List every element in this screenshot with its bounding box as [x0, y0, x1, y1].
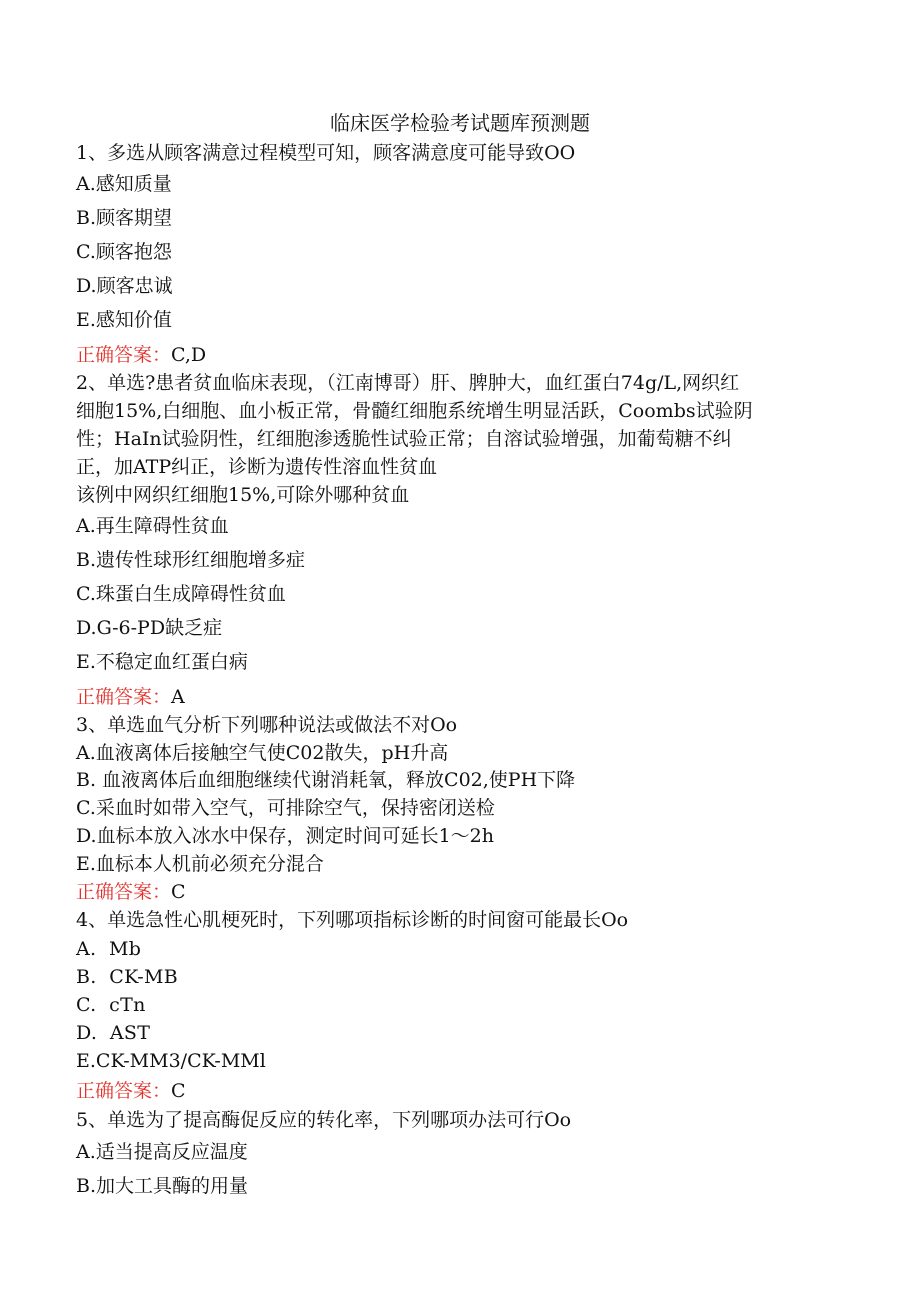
question-5-option-a: A.适当提高反应温度 — [76, 1141, 248, 1163]
question-2-stem-line-5: 该例中网织红细胞15%,可除外哪种贫血 — [76, 484, 410, 506]
question-2-option-a: A.再生障碍性贫血 — [76, 515, 229, 537]
question-1-option-c: C.顾客抱怨 — [76, 241, 172, 263]
page-title: 临床医学检验考试题库预测题 — [330, 111, 590, 135]
question-4-answer — [76, 1079, 186, 1103]
question-3-option-b: B. 血液离体后血细胞继续代谢消耗氧，释放C02,使PH下降 — [76, 769, 576, 791]
answer-value: A — [171, 686, 185, 708]
answer-value: C — [171, 881, 186, 903]
question-2-stem-line-2: 细胞15%,白细胞、血小板正常，骨髓红细胞系统增生明显活跃，Coombs试验阴 — [76, 400, 753, 422]
question-4-stem: 4、单选急性心肌梗死时，下列哪项指标诊断的时间窗可能最长Oo — [76, 909, 629, 931]
question-2-stem-line-4: 正，加ATP纠正，诊断为遗传性溶血性贫血 — [76, 456, 438, 478]
question-2-option-c: C.珠蛋白生成障碍性贫血 — [76, 583, 286, 605]
question-4-option-e: E.CK-MM3/CK-MMl — [76, 1050, 266, 1072]
answer-label: 正确答案： — [76, 1080, 172, 1102]
question-3-option-a: A.血液离体后接触空气使C02散失，pH升高 — [76, 742, 449, 764]
question-2-option-d: D.G-6-PD缺乏症 — [76, 617, 223, 639]
answer-label: 正确答案： — [76, 881, 172, 903]
question-5-option-b: B.加大工具酶的用量 — [76, 1175, 249, 1197]
question-1-stem: 1、多选从顾客满意过程模型可知，顾客满意度可能导致OO — [76, 142, 576, 164]
question-1-option-b: B.顾客期望 — [76, 207, 173, 229]
question-4-option-d: D. AST — [76, 1022, 151, 1044]
question-2-stem-line-1: 2、单选?患者贫血临床表现，（江南博哥）肝、脾肿大，血红蛋白74g/L,网织红 — [76, 372, 740, 394]
question-3-option-e: E.血标本人机前必须充分混合 — [76, 853, 324, 875]
answer-label: 正确答案： — [76, 686, 172, 708]
question-3-stem: 3、单选血气分析下列哪种说法或做法不对Oo — [76, 714, 458, 736]
answer-label: 正确答案： — [76, 344, 172, 366]
question-1-option-e: E.感知价值 — [76, 309, 172, 331]
question-2-answer — [76, 685, 185, 709]
question-2-stem-line-3: 性；HaIn试验阴性，红细胞渗透脆性试验正常；自溶试验增强，加葡萄糖不纠 — [76, 428, 732, 450]
question-3-option-c: C.采血时如带入空气，可排除空气，保持密闭送检 — [76, 797, 495, 819]
question-1-answer — [76, 343, 206, 367]
answer-value: C — [171, 1080, 186, 1102]
question-4-option-c: C. cTn — [76, 994, 146, 1016]
question-5-stem: 5、单选为了提高酶促反应的转化率，下列哪项办法可行Oo — [76, 1109, 572, 1131]
question-2-option-b: B.遗传性球形红细胞增多症 — [76, 549, 306, 571]
answer-value: C,D — [171, 344, 207, 366]
question-4-option-b: B. CK-MB — [76, 966, 178, 988]
question-1-option-a: A.感知质量 — [76, 173, 172, 195]
question-1-option-d: D.顾客忠诚 — [76, 275, 173, 297]
question-3-option-d: D.血标本放入冰水中保存，测定时间可延长1～2h — [76, 825, 495, 847]
question-4-option-a: A. Mb — [76, 938, 142, 960]
question-2-option-e: E.不稳定血红蛋白病 — [76, 651, 248, 673]
question-3-answer — [76, 880, 186, 904]
